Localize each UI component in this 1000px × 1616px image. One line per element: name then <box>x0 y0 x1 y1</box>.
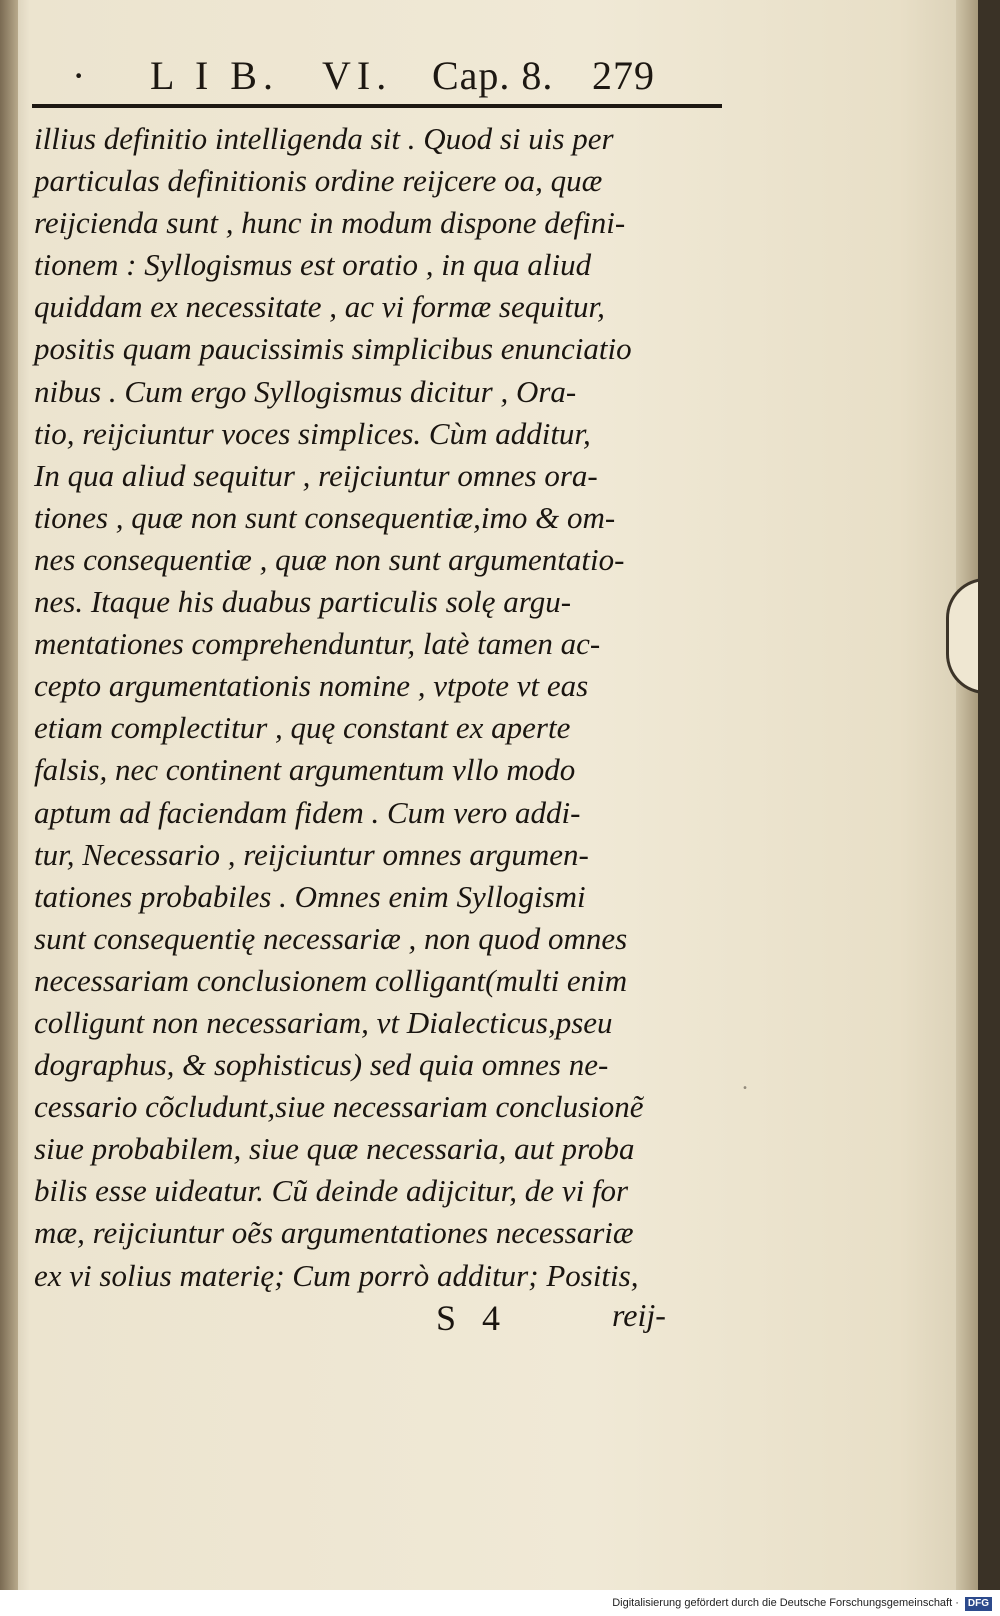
text-line: tiones , quæ non sunt consequentiæ,imo & om- <box>34 499 616 535</box>
text-line: cepto argumentationis nomine , vtpote vt eas <box>34 668 589 704</box>
text-line: tionem : Syllogismus est oratio , in qua aliud <box>34 247 592 283</box>
header-book-number: VI. <box>322 53 393 98</box>
text-line: cessario cõcludunt,siue necessariam conclusionẽ <box>34 1089 644 1125</box>
text-line: positis quam paucissimis simplicibus enunciatio <box>34 331 632 367</box>
text-line: mentationes comprehenduntur, latè tamen ac- <box>34 626 601 662</box>
header-chapter: Cap. 8. <box>432 53 554 98</box>
text-line: etiam complectitur , quę constant ex aperte <box>34 710 571 746</box>
body-text <box>34 118 724 1297</box>
signature-number: 4 <box>482 1298 500 1338</box>
text-line: tio, reijciuntur voces simplices. Cùm additur, <box>34 415 591 451</box>
margin-note: . <box>742 1069 748 1095</box>
text-line: In qua aliud sequitur , reijciuntur omnes ora- <box>34 457 598 493</box>
text-line: nes. Itaque his duabus particulis solę argu- <box>34 584 572 620</box>
text-line: ex vi solius materię; Cum porrò additur; Positis, <box>34 1257 639 1293</box>
text-line: nibus . Cum ergo Syllogismus dicitur , Ora- <box>34 373 577 409</box>
text-line: nes consequentiæ , quæ non sunt argumentatio- <box>34 541 625 577</box>
text-line: illius definitio intelligenda sit . Quod si uis per <box>34 121 614 156</box>
catchword: reij- <box>612 1297 666 1333</box>
footer-credit: Digitalisierung gefördert durch die Deutsche Forschungsgemeinschaft · <box>612 1597 959 1609</box>
text-line: dographus, & sophisticus) sed quia omnes ne- <box>34 1047 609 1083</box>
text-line: quiddam ex necessitate , ac vi formæ sequitur, <box>34 289 605 325</box>
text-line: siue probabilem, siue quæ necessaria, aut proba <box>34 1131 635 1167</box>
running-header <box>72 50 700 110</box>
text-line: tur, Necessario , reijciuntur omnes argumen- <box>34 836 589 872</box>
signature-mark: S <box>436 1298 457 1338</box>
page-number: 279 <box>592 53 655 98</box>
header-ornament: · <box>72 53 92 98</box>
page-gutter <box>0 0 18 1590</box>
page-tab-marker <box>946 578 978 694</box>
header-rule <box>32 104 722 108</box>
text-line: mæ, reijciuntur oẽs argumentationes necessariæ <box>34 1215 634 1251</box>
header-book: L I B. <box>150 53 279 98</box>
text-line: reijcienda sunt , hunc in modum dispone defini- <box>34 205 626 241</box>
text-line: falsis, nec continent argumentum vllo modo <box>34 752 576 788</box>
text-line: tationes probabiles . Omnes enim Syllogismi <box>34 878 586 914</box>
text-line: necessariam conclusionem colligant(multi enim <box>34 962 628 998</box>
text-line: bilis esse uideatur. Cũ deinde adijcitur, de vi for <box>34 1173 629 1209</box>
text-line: sunt consequentię necessariæ , non quod omnes <box>34 920 628 956</box>
digitization-footer <box>0 1590 1000 1616</box>
text-line: colligunt non necessariam, vt Dialecticus,pseu <box>34 1004 613 1040</box>
dfg-logo: DFG <box>965 1597 992 1611</box>
text-line: particulas definitionis ordine reijcere oa, quæ <box>34 163 603 199</box>
page-edge <box>956 0 978 1590</box>
text-line: aptum ad faciendam fidem . Cum vero addi- <box>34 794 581 830</box>
